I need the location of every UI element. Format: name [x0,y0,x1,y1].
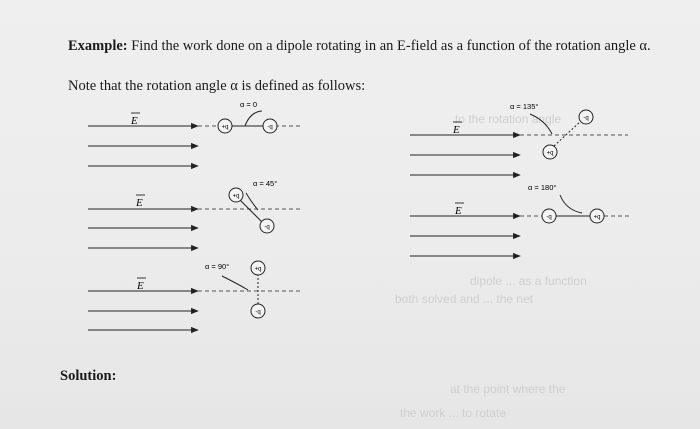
angle-label: α = 0 [240,100,258,109]
field-label: E [137,280,144,292]
angle-label: α = 135° [510,102,539,111]
panel-alpha-0 [88,100,300,166]
charge-label: -q [255,309,261,316]
field-label: E [453,124,460,136]
rotation-arc [222,276,248,290]
panel-alpha-135 [410,102,628,175]
dipole-bond [240,200,262,222]
rotation-arc [560,195,582,213]
field-label: E [136,197,143,209]
bleed-through-text: to the rotation angle [455,112,562,126]
bleed-through-text: dipole ... as a function [470,274,587,288]
charge-label: +q [593,214,601,221]
panel-alpha-90 [88,261,300,330]
bleed-through-text: both solved and ... the net [395,292,534,306]
charge-label: +q [254,266,262,273]
angle-label: α = 45° [253,179,278,188]
panel-alpha-45 [88,179,302,248]
rotation-arc [245,111,262,126]
bleed-through-text: the work ... to rotate [400,406,507,420]
charge-label: -q [264,224,270,231]
angle-label: α = 180° [528,183,557,192]
charge-label: +q [546,150,554,157]
charge-label: -q [267,124,273,131]
field-label: E [455,205,462,217]
charge-label: +q [232,193,240,200]
rotation-arc [530,114,552,134]
bleed-through-text: at the point where the [450,382,566,396]
field-label: E [131,115,138,127]
example-label: Example: [68,38,128,54]
dipole-bond [554,121,581,146]
charge-label: -q [583,115,589,122]
example-text: Find the work done on a dipole rotating in an E-field as a function of the rotation angle α. [127,38,651,54]
angle-note: Note that the rotation angle α is defined as follows: [68,78,366,94]
solution-label: Solution: [60,368,117,384]
charge-label: +q [221,124,229,131]
panel-alpha-180 [410,183,630,256]
angle-label: α = 90° [205,262,230,271]
charge-label: -q [546,214,552,221]
